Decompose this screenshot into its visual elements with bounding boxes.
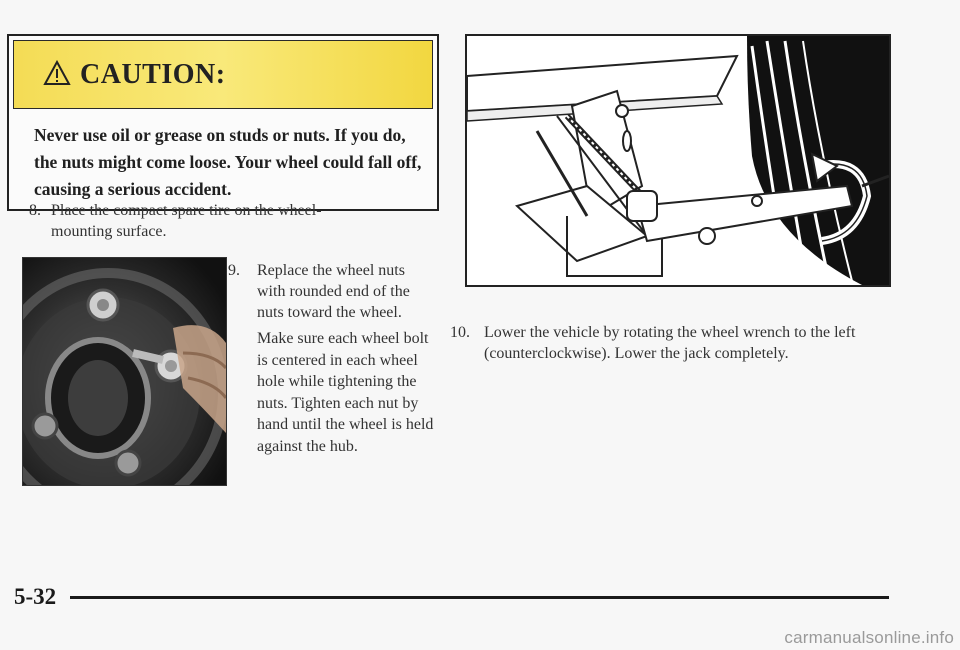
- jack-and-wrench-illustration: [465, 34, 891, 287]
- caution-box: [7, 34, 439, 211]
- watermark[interactable]: carmanualsonline.info: [784, 628, 954, 647]
- page-number: 5-32: [14, 584, 57, 609]
- step-number: 8.: [29, 202, 41, 219]
- warning-triangle-icon: [43, 60, 71, 86]
- caution-text: Never use oil or grease on studs or nuts. If you do, the nuts might come loose. Your wheel could fall off, causing a serious accident.: [34, 125, 422, 199]
- step-text: Replace the wheel nuts with rounded end of the nuts toward the wheel.: [257, 262, 410, 321]
- caution-header: [13, 40, 433, 109]
- step-number: 9.: [228, 262, 240, 279]
- step-number: 10.: [450, 324, 470, 341]
- step-text: Place the compact spare tire on the wheel-mounting surface.: [51, 202, 322, 240]
- step-text: Lower the vehicle by rotating the wheel wrench to the left (counterclockwise). Lower the jack completely.: [484, 324, 856, 362]
- footer-rule: [70, 596, 889, 599]
- wheel-nut-installation-photo: [22, 257, 227, 486]
- caution-title: CAUTION:: [80, 59, 226, 90]
- step-9-paragraph-2: Make sure each wheel bolt is centered in each wheel hole while tightening the nuts. Tighten each nut by hand until the wheel is held against the hub.: [257, 330, 434, 455]
